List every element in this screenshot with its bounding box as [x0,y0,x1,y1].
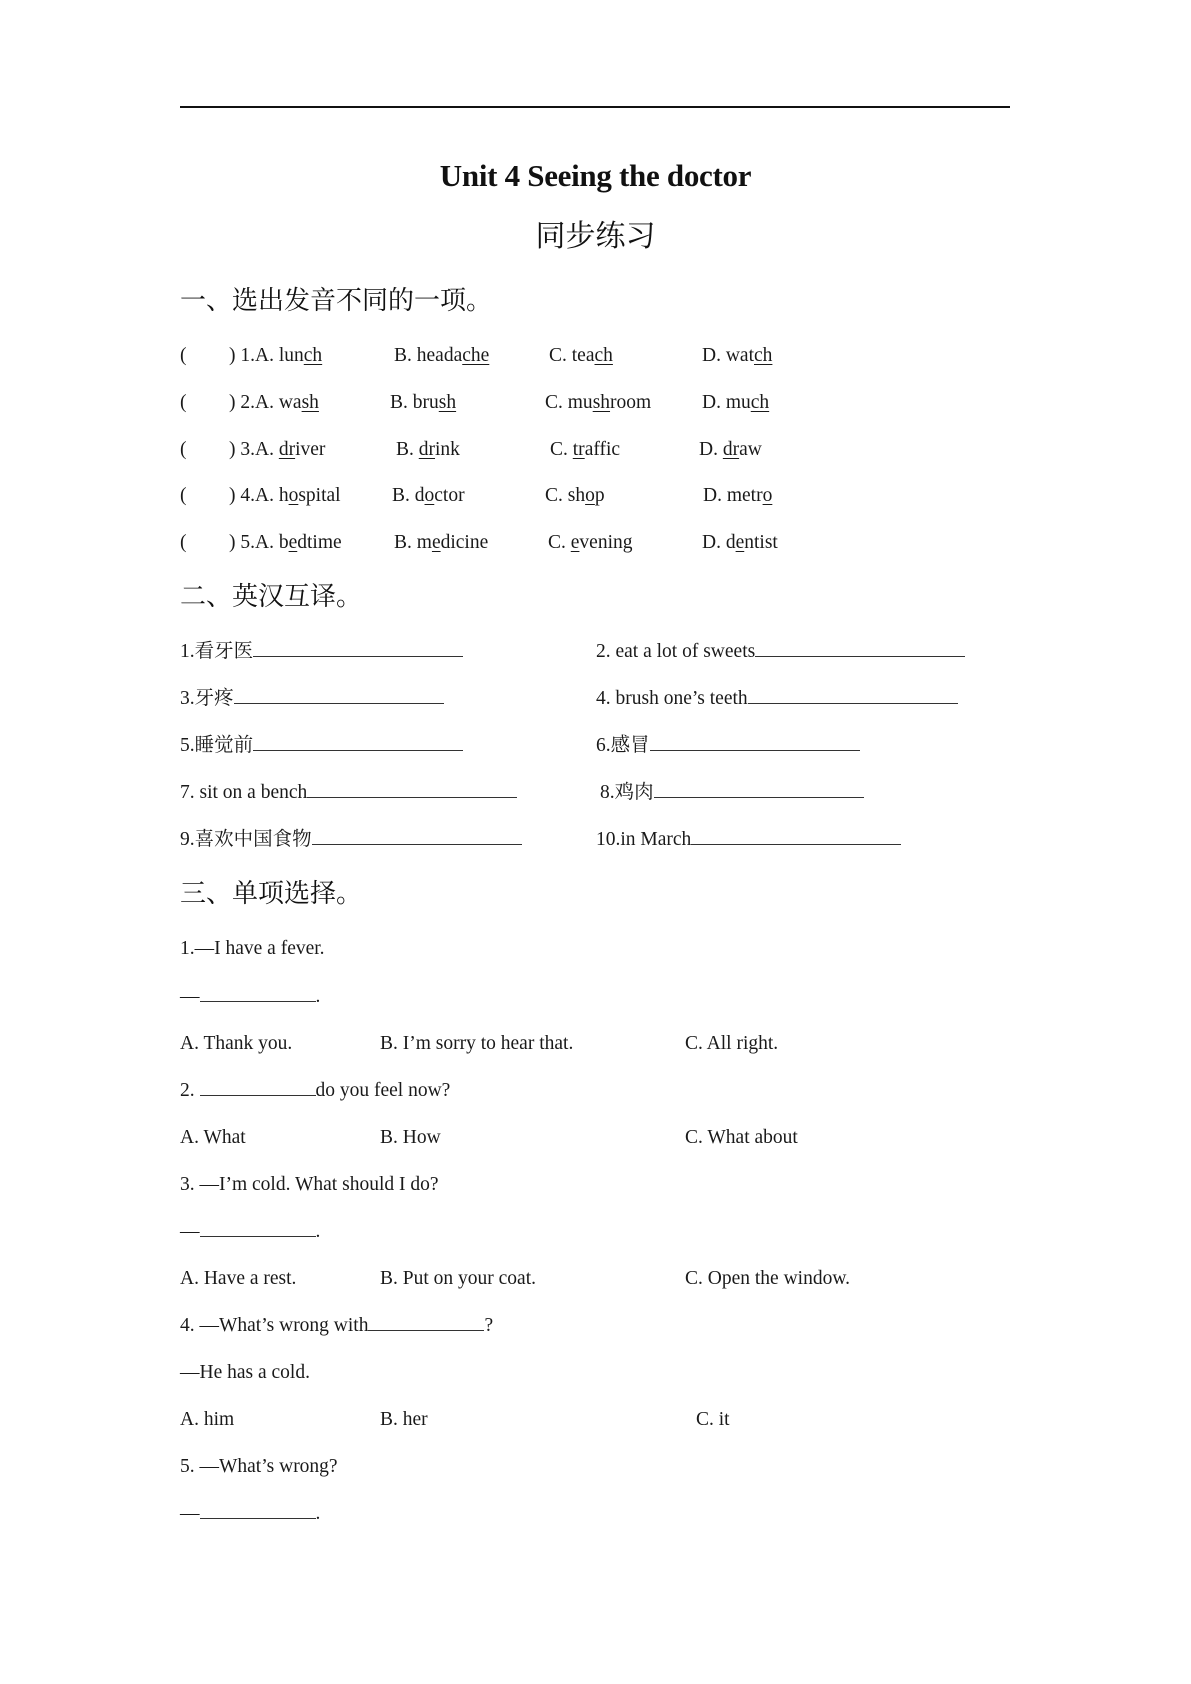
answer-open-paren: ( [180,532,187,553]
answer-slot-1[interactable] [196,342,226,370]
option-d: D. much [702,392,770,413]
option-b[interactable]: B. How [380,1127,441,1148]
translation-item-7: 7. sit on a bench [180,779,517,807]
option-b: B. doctor [392,485,465,506]
question-prompt: 4. —What’s wrong with ? [180,1315,494,1336]
translation-row-4 [0,779,1191,807]
reply-line: — . [180,986,321,1007]
reply-line: —He has a cold. [180,1362,310,1383]
question-prompt: 3. —I’m cold. What should I do? [180,1174,439,1195]
mc-question-4-reply [0,1359,1191,1387]
answer-blank[interactable] [307,796,517,798]
option-b: B. brush [390,392,457,413]
section3-heading: 三、单项选择。 [180,879,363,909]
option-b: B. headache [394,345,490,366]
question-label: ) 3.A. driver [229,439,326,460]
question-prompt: 5. —What’s wrong? [180,1456,338,1477]
question-label: ) 2.A. wash [229,392,319,413]
translation-item-3: 3.牙疼 [180,685,444,713]
answer-blank[interactable] [253,749,463,751]
mc-question-3 [0,1171,1191,1199]
option-a[interactable]: A. him [180,1409,235,1430]
question-label: ) 1.A. lunch [229,345,323,366]
phonics-question-1 [0,342,1191,370]
translation-row-1 [0,638,1191,666]
answer-slot-3[interactable] [196,436,226,464]
option-c: C. shop [545,485,605,506]
option-a[interactable]: A. Have a rest. [180,1268,297,1289]
answer-open-paren: ( [180,392,187,413]
answer-blank[interactable] [253,655,463,657]
page-title: Unit 4 Seeing the doctor [439,158,752,193]
mc-question-1-options [0,1030,1191,1058]
option-d: D. watch [702,345,773,366]
page-subtitle: 同步练习 [535,219,656,254]
answer-blank[interactable] [234,702,444,704]
section2-heading: 二、英汉互译。 [180,582,363,612]
translation-row-3 [0,732,1191,760]
translation-item-2: 2. eat a lot of sweets [596,638,965,666]
phonics-question-3 [0,436,1191,464]
mc-question-4 [0,1312,1191,1340]
mc-question-1 [0,935,1191,963]
question-label: ) 4.A. hospital [229,485,341,506]
answer-blank[interactable] [200,1517,316,1519]
answer-blank[interactable] [654,796,864,798]
mc-question-3-options [0,1265,1191,1293]
translation-item-10: 10.in March [596,826,901,854]
mc-question-4-options [0,1406,1191,1434]
option-b[interactable]: B. I’m sorry to hear that. [380,1033,574,1054]
mc-question-2-options [0,1124,1191,1152]
option-b: B. medicine [394,532,489,553]
reply-line: — . [180,1503,321,1524]
phonics-question-2 [0,389,1191,417]
answer-blank[interactable] [200,1094,316,1096]
translation-item-6: 6.感冒 [596,732,860,760]
reply-line: — . [180,1221,321,1242]
translation-row-5 [0,826,1191,854]
answer-blank[interactable] [691,843,901,845]
phonics-question-4 [0,482,1191,510]
option-c: C. mushroom [545,392,652,413]
answer-blank[interactable] [368,1329,484,1331]
mc-question-5 [0,1453,1191,1481]
header-rule [180,106,1010,108]
option-b[interactable]: B. her [380,1409,428,1430]
answer-blank[interactable] [650,749,860,751]
translation-row-2 [0,685,1191,713]
answer-open-paren: ( [180,345,187,366]
phonics-question-5 [0,529,1191,557]
option-c[interactable]: C. it [696,1409,730,1430]
option-c: C. teach [549,345,613,366]
section1-heading: 一、选出发音不同的一项。 [180,286,493,316]
option-a[interactable]: A. Thank you. [180,1033,293,1054]
option-c[interactable]: C. Open the window. [685,1268,851,1289]
mc-question-3-reply [0,1218,1191,1246]
answer-slot-2[interactable] [196,389,226,417]
answer-slot-5[interactable] [196,529,226,557]
translation-item-5: 5.睡觉前 [180,732,463,760]
answer-blank[interactable] [748,702,958,704]
option-c[interactable]: C. What about [685,1127,798,1148]
answer-blank[interactable] [312,843,522,845]
translation-item-9: 9.喜欢中国食物 [180,826,522,854]
question-prompt: 2. do you feel now? [180,1080,451,1101]
mc-question-1-reply [0,983,1191,1011]
option-a[interactable]: A. What [180,1127,246,1148]
option-c[interactable]: C. All right. [685,1033,779,1054]
option-b: B. drink [396,439,460,460]
answer-slot-4[interactable] [196,482,226,510]
mc-question-2 [0,1077,1191,1105]
option-c: C. evening [548,532,633,553]
answer-blank[interactable] [200,1000,316,1002]
option-d: D. draw [699,439,762,460]
option-d: D. metro [703,485,773,506]
question-prompt: 1.—I have a fever. [180,938,325,959]
answer-open-paren: ( [180,439,187,460]
translation-item-8: 8.鸡肉 [600,779,864,807]
option-b[interactable]: B. Put on your coat. [380,1268,536,1289]
translation-item-4: 4. brush one’s teeth [596,685,958,713]
question-label: ) 5.A. bedtime [229,532,342,553]
option-c: C. traffic [550,439,621,460]
answer-blank[interactable] [200,1235,316,1237]
mc-question-5-reply [0,1500,1191,1528]
answer-open-paren: ( [180,485,187,506]
option-d: D. dentist [702,532,778,553]
answer-blank[interactable] [755,655,965,657]
translation-item-1: 1.看牙医 [180,638,463,666]
